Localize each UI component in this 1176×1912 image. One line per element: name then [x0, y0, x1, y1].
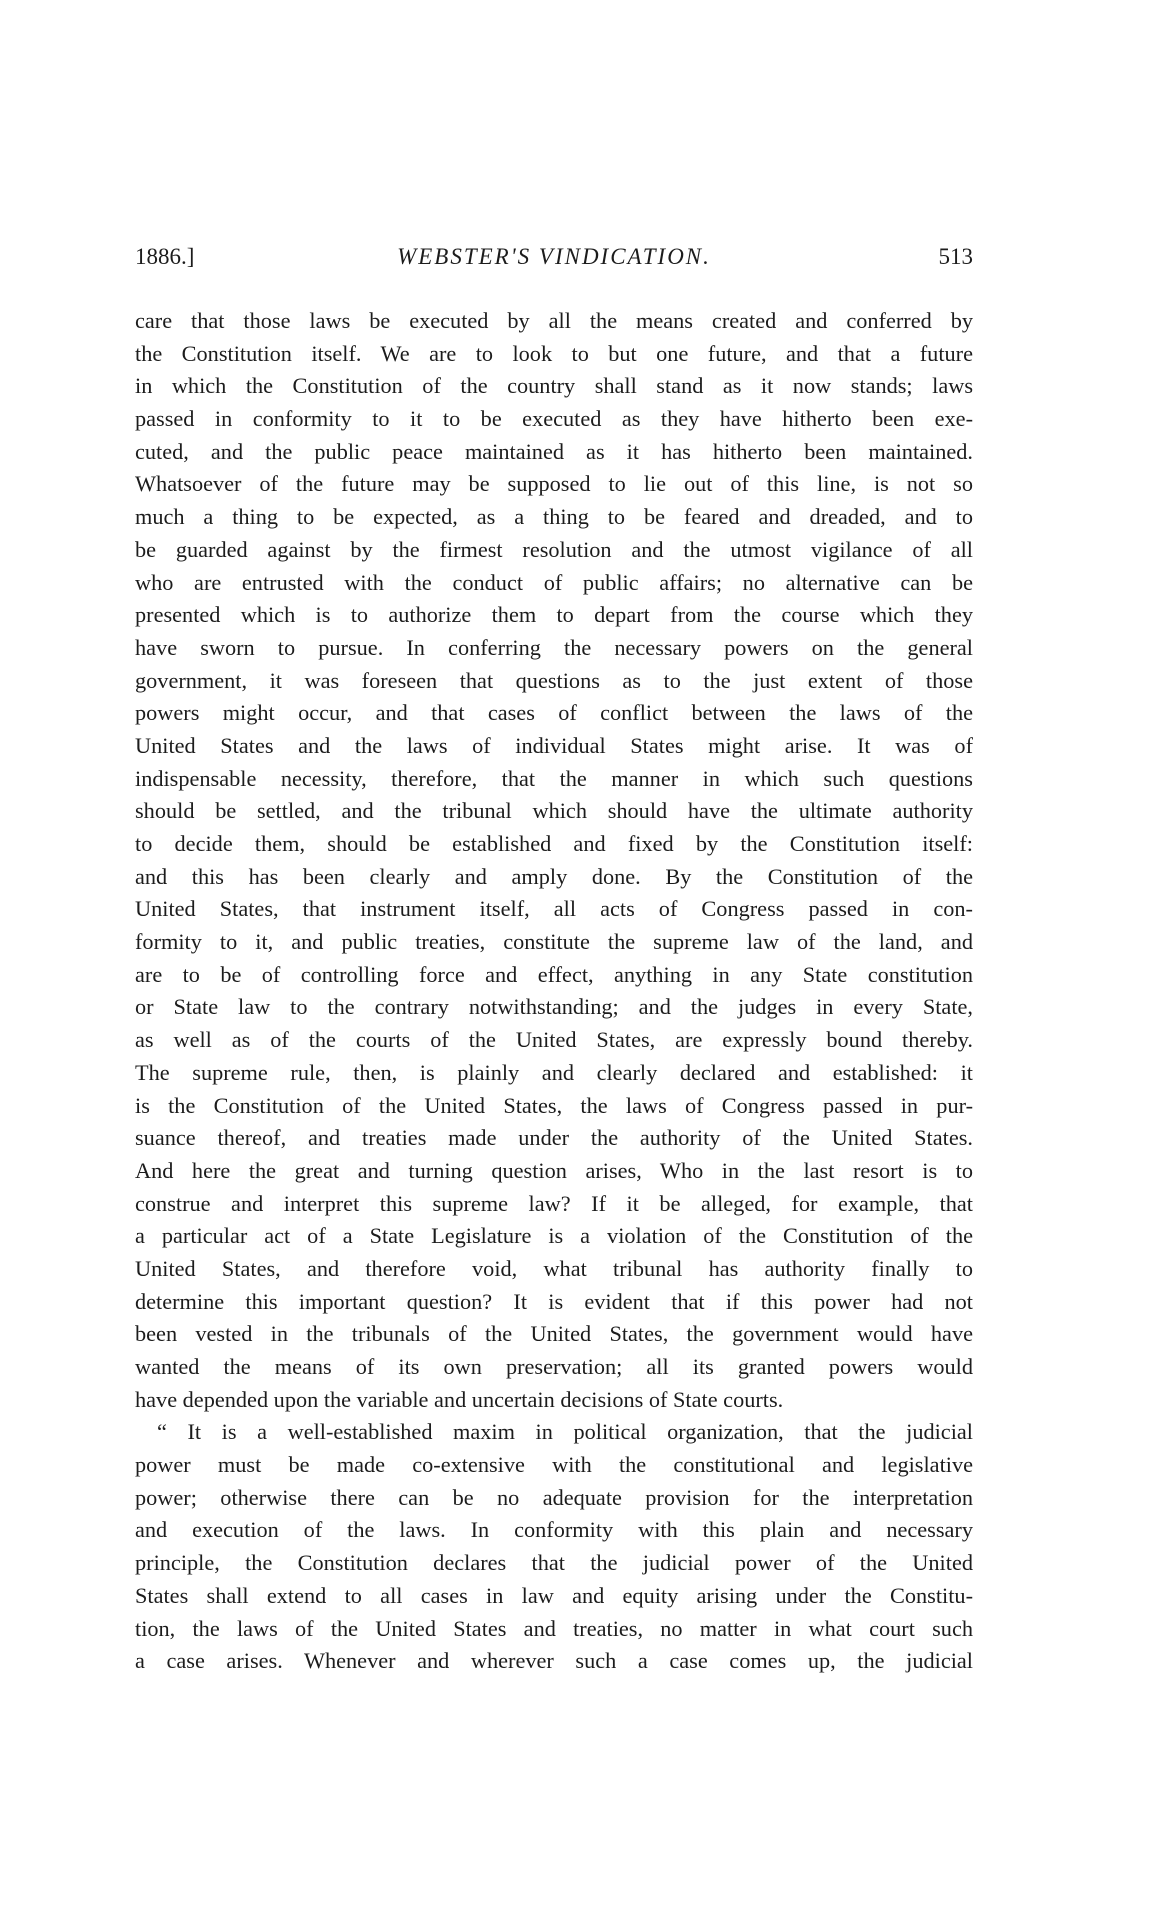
text-line: power; otherwise there can be no adequate provision for the interpretation: [135, 1484, 973, 1510]
text-line: and execution of the laws. In conformity with this plain and necessary: [135, 1517, 973, 1543]
text-line: power must be made co-extensive with the constitutional and legislative: [135, 1452, 973, 1478]
text-line: and this has been clearly and amply done. By the Constitution of the: [135, 863, 973, 889]
text-line: in which the Constitution of the country shall stand as it now stands; laws: [135, 373, 973, 399]
header-title: WEBSTER'S VINDICATION.: [397, 244, 711, 269]
text-line: presented which is to authorize them to depart from the course which they: [135, 602, 973, 628]
text-line: powers might occur, and that cases of conflict between the laws of the: [135, 700, 973, 726]
body-text: [135, 305, 973, 1678]
text-line: a case arises. Whenever and wherever such a case comes up, the judicial: [135, 1648, 973, 1674]
text-line: “ It is a well-established maxim in political organization, that the judicial: [157, 1419, 973, 1445]
text-line: should be settled, and the tribunal which should have the ultimate authority: [135, 798, 973, 824]
text-line: as well as of the courts of the United States, are expressly bound thereby.: [135, 1027, 973, 1053]
text-line: States shall extend to all cases in law and equity arising under the Constitu-: [135, 1582, 973, 1608]
text-line: are to be of controlling force and effect, anything in any State constitution: [135, 961, 973, 987]
text-line: And here the great and turning question arises, Who in the last resort is to: [135, 1157, 973, 1183]
text-line: The supreme rule, then, is plainly and clearly declared and established: it: [135, 1059, 973, 1085]
text-line: United States, and therefore void, what tribunal has authority finally to: [135, 1255, 973, 1281]
text-line: United States, that instrument itself, all acts of Congress passed in con-: [135, 896, 973, 922]
text-line: indispensable necessity, therefore, that the manner in which such questions: [135, 765, 973, 791]
text-line: passed in conformity to it to be executed as they have hitherto been exe-: [135, 406, 973, 432]
text-line: or State law to the contrary notwithstanding; and the judges in every State,: [135, 994, 973, 1020]
running-header: [135, 244, 973, 278]
text-line: construe and interpret this supreme law? If it be alleged, for example, that: [135, 1190, 973, 1216]
text-line: suance thereof, and treaties made under the authority of the United States.: [135, 1125, 973, 1151]
text-line: who are entrusted with the conduct of public affairs; no alternative can be: [135, 569, 973, 595]
text-line: cuted, and the public peace maintained as it has hitherto been maintained.: [135, 438, 973, 464]
text-line: formity to it, and public treaties, constitute the supreme law of the land, and: [135, 929, 973, 955]
text-line: been vested in the tribunals of the United States, the government would have: [135, 1321, 973, 1347]
text-line: have depended upon the variable and uncertain decisions of State courts.: [135, 1386, 784, 1412]
text-line: the Constitution itself. We are to look to but one future, and that a future: [135, 340, 973, 366]
text-line: to decide them, should be established and fixed by the Constitution itself:: [135, 831, 973, 856]
text-line: be guarded against by the firmest resolution and the utmost vigilance of all: [135, 536, 973, 562]
text-line: a particular act of a State Legislature is a violation of the Constitution of the: [135, 1223, 973, 1249]
text-line: is the Constitution of the United States, the laws of Congress passed in pur-: [135, 1092, 973, 1118]
text-line: tion, the laws of the United States and treaties, no matter in what court such: [135, 1615, 973, 1641]
text-line: government, it was foreseen that questions as to the just extent of those: [135, 667, 973, 693]
text-line: United States and the laws of individual States might arise. It was of: [135, 732, 973, 758]
text-line: much a thing to be expected, as a thing to be feared and dreaded, and to: [135, 504, 973, 530]
text-line: have sworn to pursue. In conferring the necessary powers on the general: [135, 634, 973, 660]
header-year: 1886.]: [135, 244, 195, 269]
page-number: 513: [938, 244, 973, 269]
text-line: care that those laws be executed by all the means created and conferred by: [135, 308, 973, 333]
text-line: principle, the Constitution declares that the judicial power of the United: [135, 1550, 973, 1576]
text-line: wanted the means of its own preservation; all its granted powers would: [135, 1354, 973, 1379]
text-line: Whatsoever of the future may be supposed to lie out of this line, is not so: [135, 471, 973, 497]
text-line: determine this important question? It is evident that if this power had not: [135, 1288, 973, 1314]
